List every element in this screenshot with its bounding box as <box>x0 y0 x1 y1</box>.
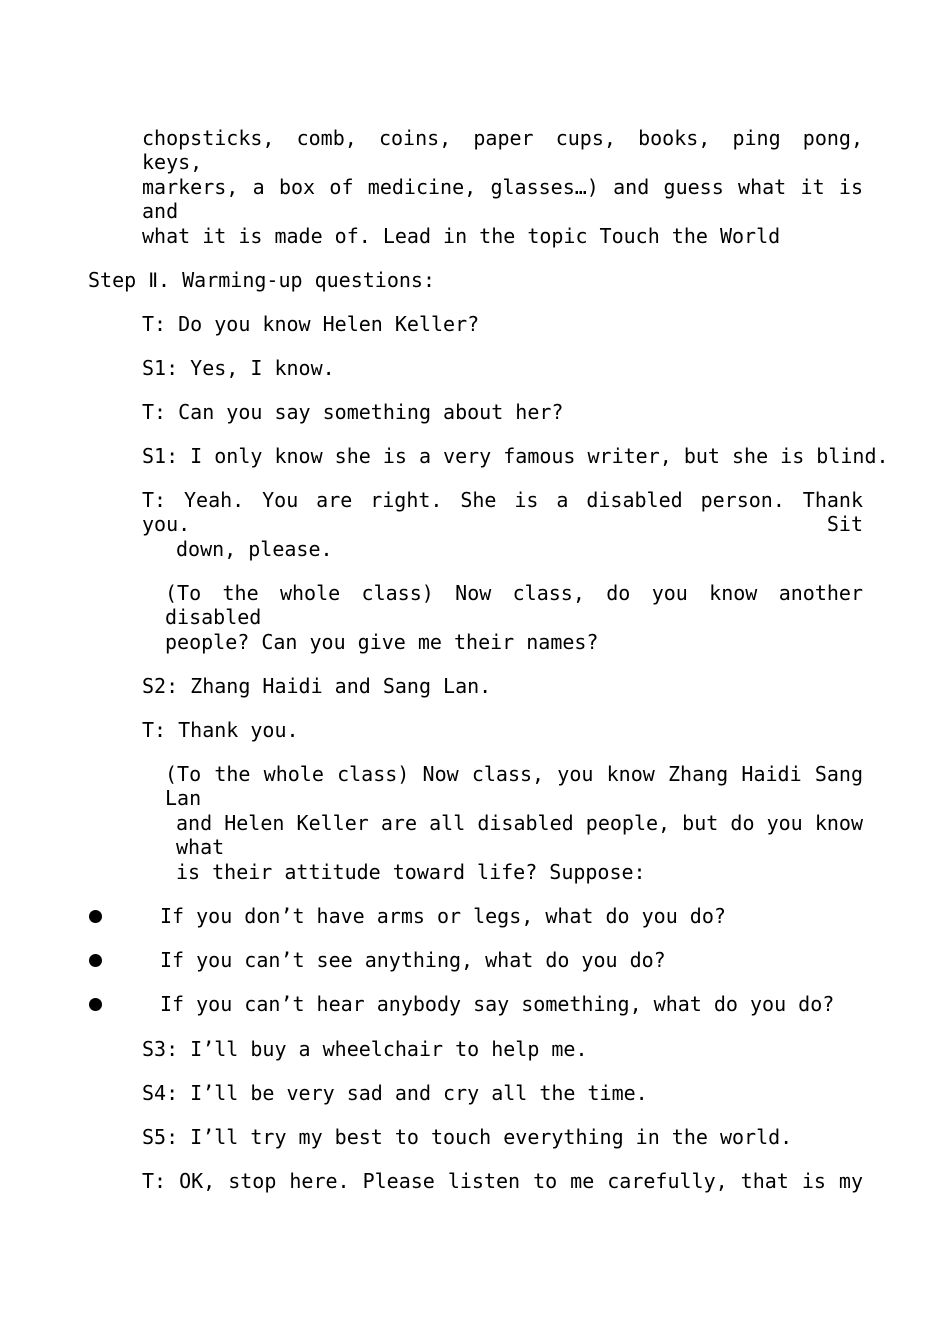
dialogue-line: S1: I only know she is a very famous writer, but she is blind. <box>142 444 889 468</box>
stage-direction-line: (To the whole class) Now class, you know Zhang Haidi Sang Lan <box>165 762 863 810</box>
intro-line-1: chopsticks, comb, coins, paper cups, books, ping pong, keys, <box>142 126 863 174</box>
list-item: If you don’t have arms or legs, what do you do? <box>160 904 726 928</box>
intro-line-2: markers, a box of medicine, glasses…) and guess what it is and <box>142 175 863 223</box>
dialogue-line: S3: I’ll buy a wheelchair to help me. <box>142 1037 588 1061</box>
stage-direction-line: and Helen Keller are all disabled people, but do you know what <box>176 811 863 859</box>
bullet-icon <box>89 998 102 1011</box>
dialogue-line: S2: Zhang Haidi and Sang Lan. <box>142 674 492 698</box>
dialogue-line-continuation: down, please. <box>176 537 333 561</box>
dialogue-line: S5: I’ll try my best to touch everything in the world. <box>142 1125 793 1149</box>
dialogue-line: T: Do you know Helen Keller? <box>142 312 480 336</box>
step-2-heading: Step Ⅱ. Warming-up questions: <box>88 268 435 292</box>
dialogue-line: T: Yeah. You are right. She is a disabled person. Thank you. Sit <box>142 488 863 536</box>
dialogue-line: T: Can you say something about her? <box>142 400 564 424</box>
dialogue-line: S4: I’ll be very sad and cry all the time. <box>142 1081 648 1105</box>
dialogue-line: T: OK, stop here. Please listen to me carefully, that is my <box>142 1169 863 1193</box>
list-item: If you can’t see anything, what do you do? <box>160 948 666 972</box>
stage-direction-line: people? Can you give me their names? <box>165 630 599 654</box>
intro-line-3: what it is made of. Lead in the topic Touch the World <box>142 224 781 248</box>
list-item: If you can’t hear anybody say something, what do you do? <box>160 992 835 1016</box>
bullet-icon <box>89 910 102 923</box>
stage-direction-line: is their attitude toward life? Suppose: <box>176 860 646 884</box>
stage-direction-line: (To the whole class) Now class, do you know another disabled <box>165 581 863 629</box>
dialogue-line: T: Thank you. <box>142 718 299 742</box>
dialogue-line: S1: Yes, I know. <box>142 356 335 380</box>
bullet-icon <box>89 954 102 967</box>
